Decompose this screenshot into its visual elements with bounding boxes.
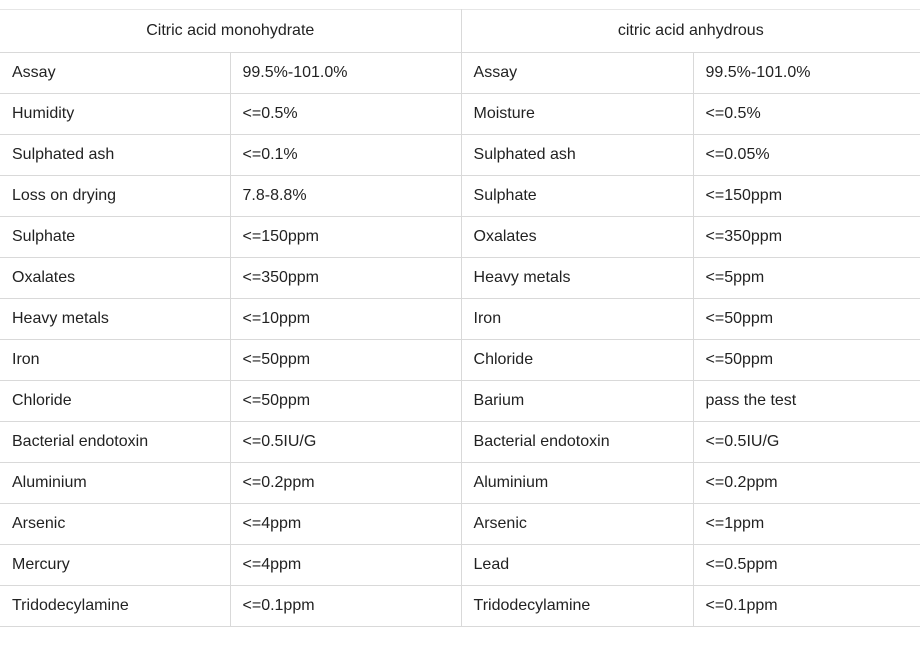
mono-spec-value: <=0.1% xyxy=(230,135,461,176)
table-row xyxy=(0,94,920,135)
mono-parameter: Heavy metals xyxy=(0,299,230,340)
mono-parameter: Tridodecylamine xyxy=(0,586,230,627)
mono-spec-value: <=0.5IU/G xyxy=(230,422,461,463)
spec-table-body xyxy=(0,10,920,627)
mono-parameter: Mercury xyxy=(0,545,230,586)
table-row xyxy=(0,176,920,217)
table-row xyxy=(0,340,920,381)
mono-parameter: Sulphated ash xyxy=(0,135,230,176)
mono-spec-value: <=4ppm xyxy=(230,545,461,586)
anhydrous-parameter: Assay xyxy=(461,53,693,94)
anhydrous-parameter: Tridodecylamine xyxy=(461,586,693,627)
mono-parameter: Iron xyxy=(0,340,230,381)
anhydrous-parameter: Arsenic xyxy=(461,504,693,545)
mono-spec-value: <=150ppm xyxy=(230,217,461,258)
anhydrous-parameter: Moisture xyxy=(461,94,693,135)
spec-comparison-table xyxy=(0,9,920,627)
mono-spec-value: <=350ppm xyxy=(230,258,461,299)
table-row xyxy=(0,135,920,176)
anhydrous-spec-value: <=5ppm xyxy=(693,258,920,299)
table-row xyxy=(0,53,920,94)
table-row xyxy=(0,422,920,463)
mono-parameter: Sulphate xyxy=(0,217,230,258)
anhydrous-spec-value: <=350ppm xyxy=(693,217,920,258)
anhydrous-spec-value: 99.5%-101.0% xyxy=(693,53,920,94)
anhydrous-spec-value: <=1ppm xyxy=(693,504,920,545)
header-anhydrous: citric acid anhydrous xyxy=(461,10,920,53)
mono-parameter: Assay xyxy=(0,53,230,94)
header-row xyxy=(0,10,920,53)
table-row xyxy=(0,545,920,586)
anhydrous-parameter: Aluminium xyxy=(461,463,693,504)
anhydrous-parameter: Chloride xyxy=(461,340,693,381)
anhydrous-spec-value: <=0.05% xyxy=(693,135,920,176)
mono-spec-value: <=50ppm xyxy=(230,381,461,422)
header-monohydrate: Citric acid monohydrate xyxy=(0,10,461,53)
table-row xyxy=(0,217,920,258)
anhydrous-parameter: Oxalates xyxy=(461,217,693,258)
anhydrous-spec-value: <=0.5ppm xyxy=(693,545,920,586)
anhydrous-parameter: Lead xyxy=(461,545,693,586)
anhydrous-spec-value: <=0.1ppm xyxy=(693,586,920,627)
mono-spec-value: <=0.5% xyxy=(230,94,461,135)
mono-spec-value: 99.5%-101.0% xyxy=(230,53,461,94)
anhydrous-parameter: Sulphate xyxy=(461,176,693,217)
mono-spec-value: <=0.1ppm xyxy=(230,586,461,627)
table-row xyxy=(0,463,920,504)
mono-parameter: Oxalates xyxy=(0,258,230,299)
mono-parameter: Chloride xyxy=(0,381,230,422)
anhydrous-spec-value: <=0.2ppm xyxy=(693,463,920,504)
anhydrous-spec-value: <=150ppm xyxy=(693,176,920,217)
anhydrous-spec-value: <=0.5% xyxy=(693,94,920,135)
anhydrous-parameter: Bacterial endotoxin xyxy=(461,422,693,463)
mono-parameter: Aluminium xyxy=(0,463,230,504)
table-row xyxy=(0,586,920,627)
anhydrous-parameter: Barium xyxy=(461,381,693,422)
anhydrous-spec-value: <=50ppm xyxy=(693,340,920,381)
table-row xyxy=(0,504,920,545)
table-row xyxy=(0,258,920,299)
anhydrous-parameter: Iron xyxy=(461,299,693,340)
mono-spec-value: <=0.2ppm xyxy=(230,463,461,504)
anhydrous-spec-value: <=0.5IU/G xyxy=(693,422,920,463)
anhydrous-parameter: Heavy metals xyxy=(461,258,693,299)
mono-parameter: Arsenic xyxy=(0,504,230,545)
mono-spec-value: <=10ppm xyxy=(230,299,461,340)
mono-spec-value: <=4ppm xyxy=(230,504,461,545)
mono-parameter: Bacterial endotoxin xyxy=(0,422,230,463)
table-row xyxy=(0,299,920,340)
mono-spec-value: 7.8-8.8% xyxy=(230,176,461,217)
anhydrous-parameter: Sulphated ash xyxy=(461,135,693,176)
mono-parameter: Loss on drying xyxy=(0,176,230,217)
anhydrous-spec-value: <=50ppm xyxy=(693,299,920,340)
mono-spec-value: <=50ppm xyxy=(230,340,461,381)
table-row xyxy=(0,381,920,422)
anhydrous-spec-value: pass the test xyxy=(693,381,920,422)
mono-parameter: Humidity xyxy=(0,94,230,135)
